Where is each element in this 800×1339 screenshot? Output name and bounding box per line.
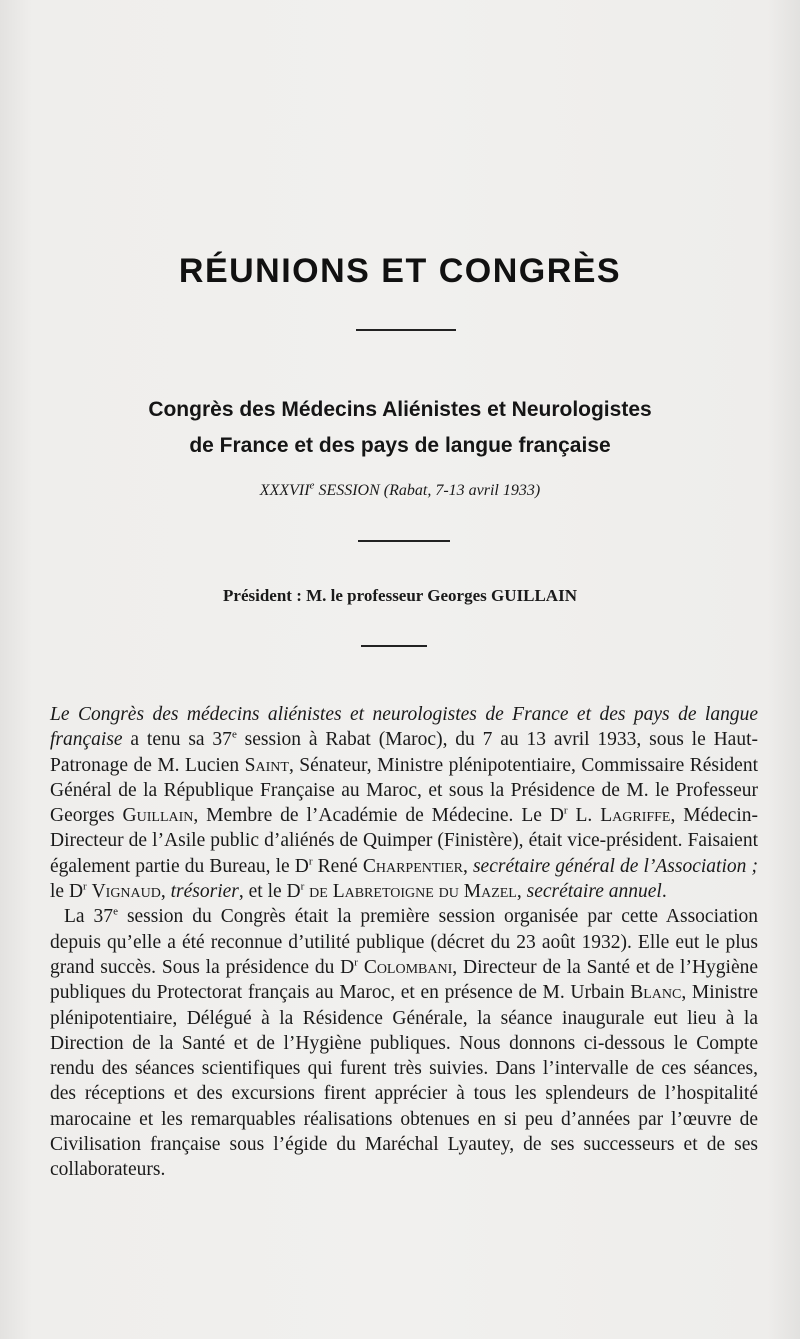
congress-title-line-1: Congrès des Médecins Aliénistes et Neurologistes bbox=[148, 398, 652, 421]
divider-1 bbox=[356, 329, 456, 331]
page-title: RÉUNIONS ET CONGRÈS bbox=[178, 252, 622, 290]
president-name: M. le professeur Georges GUILLAIN bbox=[306, 586, 577, 605]
congress-title-line-2: de France et des pays de langue française bbox=[189, 434, 611, 457]
article-body bbox=[50, 702, 758, 1183]
session-subtitle: XXXVIIe SESSION (Rabat, 7-13 avril 1933) bbox=[259, 479, 541, 499]
divider-2 bbox=[358, 540, 450, 542]
president-line bbox=[0, 586, 800, 606]
paragraph-1: Le Congrès des médecins aliénistes et neurologistes de France et des pays de langue française a tenu sa 37e session à Rabat (Maroc), du 7 au 13 avril 1933, sous le Haut-Patronage de M. Lucien Saint, Sénateur, Ministre plénipotentiaire, Commissaire Résident Général de la République Française au Maroc, et sous la Présidence de M. le Professeur Georges Guillain, Membre de l’Académie de Médecine. Le $D^r$ L. Lagriffe, Médecin-Directeur de l’Asile public d’aliénés de Quimper (Finistère), était vice-président. Faisaient également partie du Bureau, le $D^r$ René Charpentier, secrétaire général de l’Association ; le $D^r$ Vignaud, trésorier, et le $D^r$ de Labretoigne du Mazel, secrétaire annuel. bbox=[50, 704, 758, 903]
president-label: Président : bbox=[223, 586, 302, 605]
paragraph-2: La 37e session du Congrès était la première session organisée par cette Association depuis qu’elle a été reconnue d’utilité publique (décret du 23 août 1932). Elle eut le plus grand succès. Sous la présidence du $D^r$ Colombani, Directeur de la Santé et de l’Hygiène publiques du Protectorat français au Maroc, et en présence de M. Urbain Blanc, Ministre plénipotentiaire, Délégué à la Résidence Générale, la séance inaugurale eut lieu à la Direction de la Santé et de l’Hygiène publiques. Nous donnons ci-dessous le Compte rendu des séances scientifiques qui furent très suivies. Dans l’intervalle de ces séances, des réceptions et des excursions firent apprécier à tous les splendeurs de l’hospitalité marocaine et les remarquables réalisations obtenues en si peu d’années par l’œuvre de Civilisation française sous l’égide du Maréchal Lyautey, de ses successeurs et de ses collaborateurs. bbox=[50, 905, 759, 1181]
divider-3 bbox=[361, 645, 427, 647]
